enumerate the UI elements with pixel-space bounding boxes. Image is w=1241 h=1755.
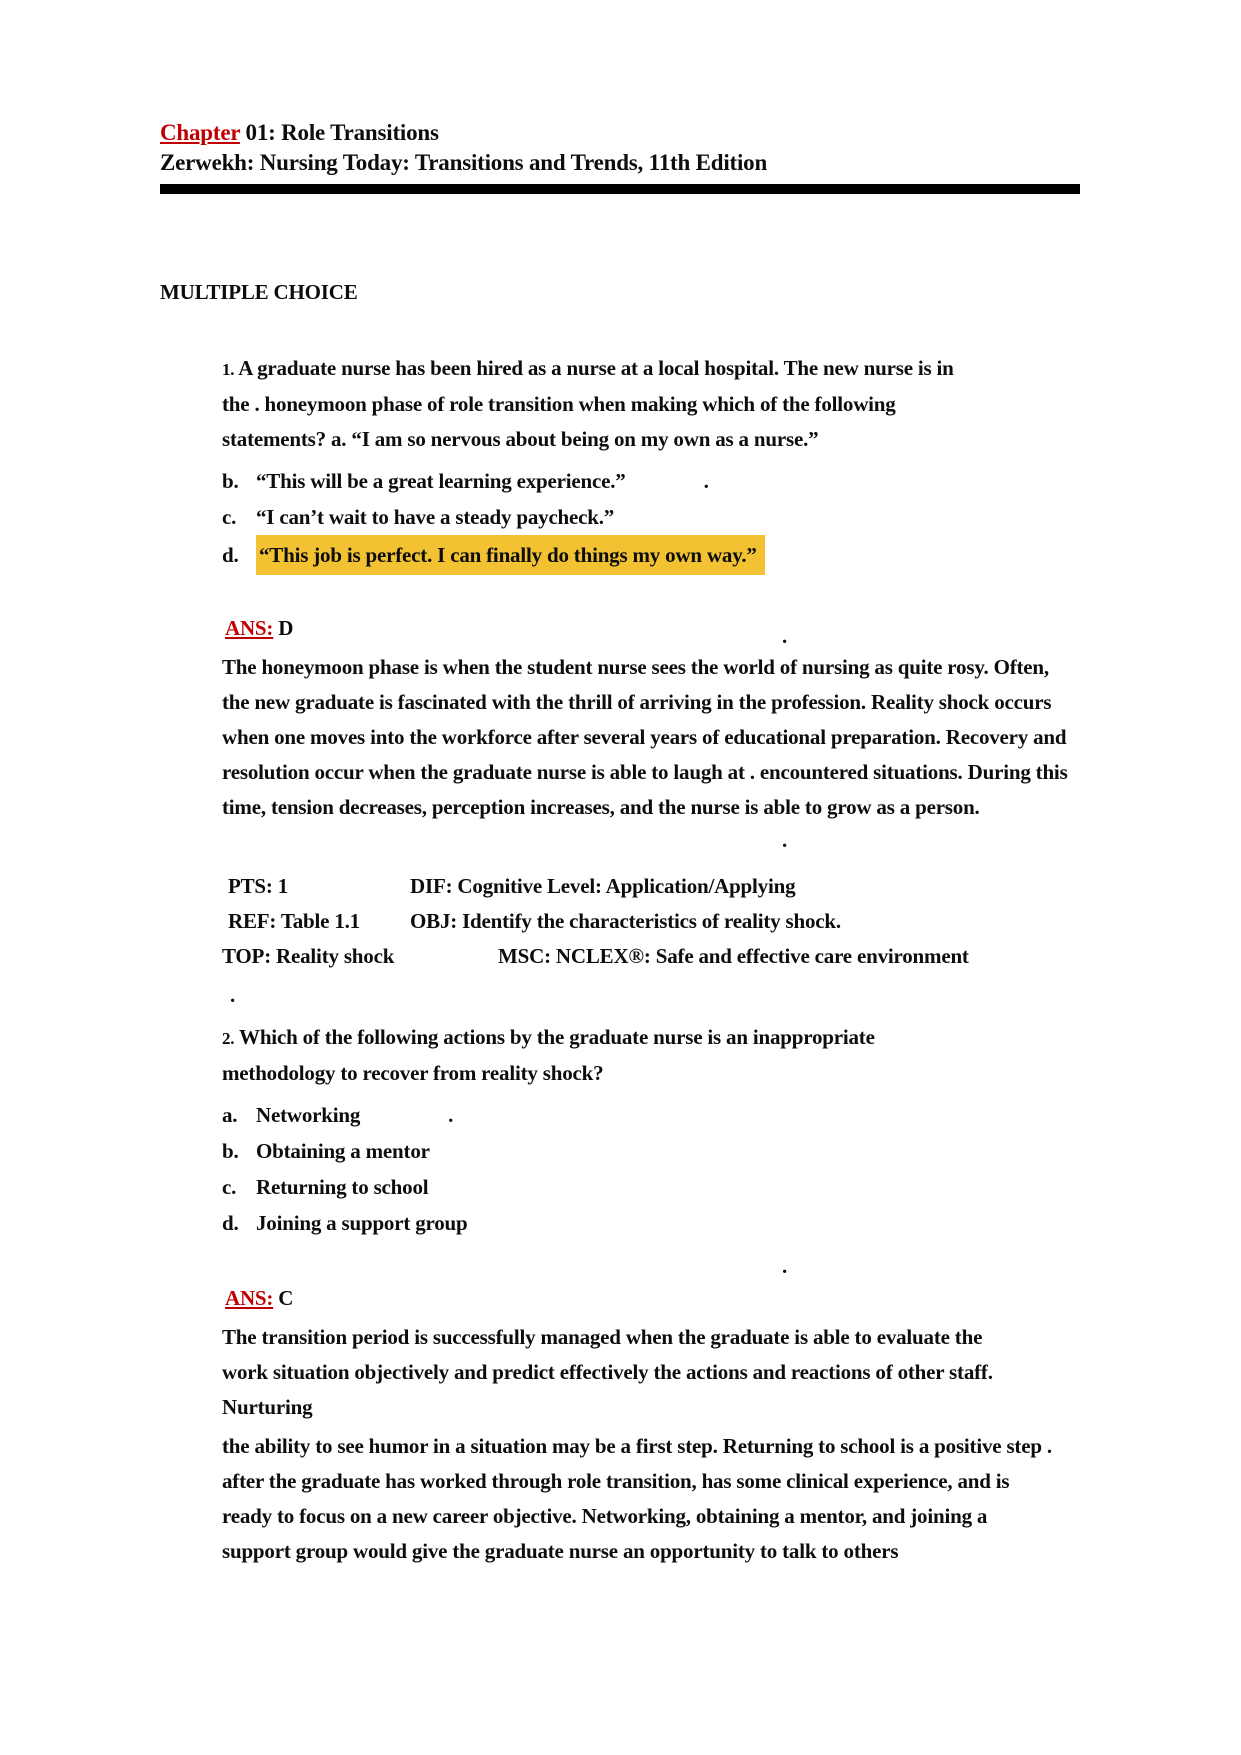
option-text-highlighted: “This job is perfect. I can finally do things my own way.” <box>256 535 765 575</box>
meta-msc: MSC: NCLEX®: Safe and effective care environment <box>498 944 969 968</box>
option-letter: c. <box>222 505 237 529</box>
option-text: “I can’t wait to have a steady paycheck.” <box>256 505 615 529</box>
answer-row-2 <box>222 1281 1080 1316</box>
answer-label: ANS: <box>225 616 274 640</box>
option-letter: d. <box>222 1211 239 1235</box>
question-2-options <box>222 1097 1080 1241</box>
option-d <box>222 1205 1080 1241</box>
chapter-title: 01: Role Transitions <box>239 120 439 145</box>
meta-pts: PTS: 1 <box>228 874 289 898</box>
rationale-2-p2: Nurturing <box>222 1395 313 1419</box>
option-a <box>222 1097 1080 1133</box>
question-1 <box>222 351 1080 1010</box>
option-letter: a. <box>222 1103 238 1127</box>
stray-dot: . <box>782 624 788 648</box>
question-2-number: 2. <box>222 1029 235 1048</box>
option-letter: b. <box>222 469 239 493</box>
option-c <box>222 499 1080 535</box>
meta-row-pts-dif <box>228 869 1080 904</box>
option-b <box>222 1133 1080 1169</box>
option-text: Obtaining a mentor <box>256 1139 430 1163</box>
option-text: Returning to school <box>256 1175 429 1199</box>
option-b <box>222 463 1080 499</box>
question-1-meta <box>222 869 1080 974</box>
chapter-link[interactable]: Chapter <box>160 120 240 145</box>
meta-obj: OBJ: Identify the characteristics of reality shock. <box>410 909 841 933</box>
book-title: Zerwekh: Nursing Today: Transitions and Trends, 11th Edition <box>160 150 768 175</box>
chapter-heading <box>160 118 1080 148</box>
question-1-stem <box>222 351 970 457</box>
option-c <box>222 1169 1080 1205</box>
question-1-stem-text: A graduate nurse has been hired as a nurse at a local hospital. The new nurse is in the . honeymoon phase of role transition when making which of the following statements? a. “I am so nervous about being on my own as a nurse.” <box>222 356 954 451</box>
answer-label: ANS: <box>225 1286 274 1310</box>
question-1-number: 1. <box>222 360 235 379</box>
option-text: Networking <box>256 1103 361 1127</box>
answer-value: C <box>278 1286 294 1310</box>
question-2-stem-text: Which of the following actions by the graduate nurse is an inappropriate methodology to recover from reality shock? <box>222 1025 875 1085</box>
option-letter: d. <box>222 543 239 567</box>
answer-row-1 <box>222 611 1080 646</box>
rationale-2-p1: The transition period is successfully managed when the graduate is able to evaluate the work situation objectively and predict effectively the actions and reactions of other staff. <box>222 1325 993 1384</box>
meta-row-top-msc <box>222 939 1080 974</box>
stray-dot: . <box>230 983 236 1007</box>
question-2-stem <box>222 1020 894 1091</box>
option-text: Joining a support group <box>256 1211 468 1235</box>
question-1-options <box>222 463 1080 575</box>
meta-ref: REF: Table 1.1 <box>228 909 360 933</box>
meta-row-ref-obj <box>228 904 1080 939</box>
rationale-1: The honeymoon phase is when the student nurse sees the world of nursing as quite rosy. Often, the new graduate is fascinated with the thrill of arriving in the profession. Reality shock occurs when one moves into the workforce after several years of educational preparation. Recovery and resolution occur when the graduate nurse is able to laugh at . encountered situations. During this time, tension decreases, perception increases, and the nurse is able to grow as a person. <box>222 655 1068 819</box>
document-header <box>160 118 1080 194</box>
stray-dot: . <box>782 828 788 852</box>
meta-dif: DIF: Cognitive Level: Application/Applying <box>410 874 796 898</box>
option-text: “This will be a great learning experience.” <box>256 469 626 493</box>
stray-dot: . <box>703 469 709 493</box>
rationale-2-p3: the ability to see humor in a situation may be a first step. Returning to school is a positive step . after the graduate has worked through role transition, has some clinical experience, and is ready to focus on a new career objective. Networking, obtaining a mentor, and joining a support group would give the graduate nurse an opportunity to talk to others <box>222 1434 1052 1563</box>
header-rule <box>160 184 1080 194</box>
option-letter: b. <box>222 1139 239 1163</box>
option-letter: c. <box>222 1175 237 1199</box>
stray-dot: . <box>782 1254 788 1278</box>
section-title: MULTIPLE CHOICE <box>160 280 358 304</box>
option-d-highlighted <box>222 535 1080 575</box>
question-2 <box>222 1020 1080 1569</box>
stray-dot: . <box>448 1103 454 1127</box>
meta-top: TOP: Reality shock <box>222 944 395 968</box>
answer-value: D <box>278 616 294 640</box>
